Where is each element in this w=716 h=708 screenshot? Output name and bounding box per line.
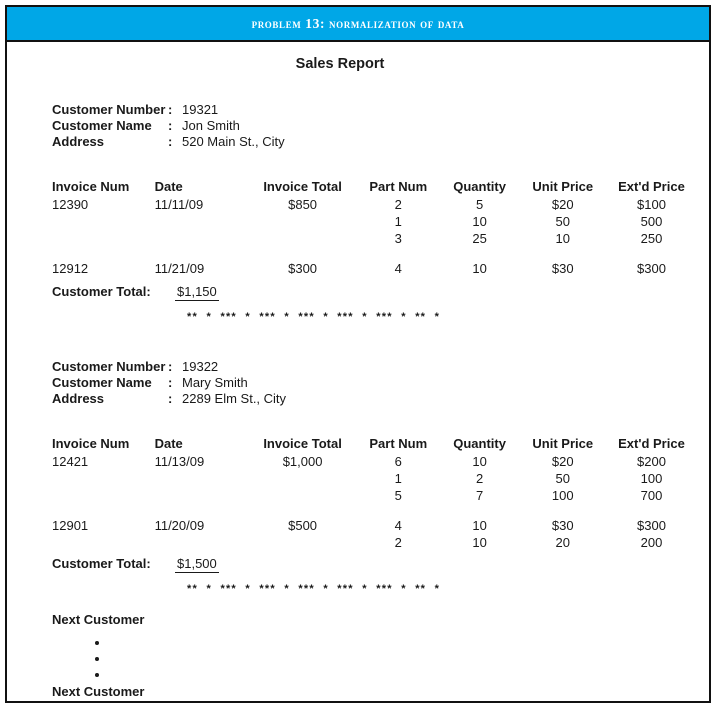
customer-total [52,556,219,571]
customer-name-row [52,118,285,134]
cell-unit-price: 20 [555,535,570,550]
header-quantity: Quantity [453,436,506,451]
customer-number-row [52,359,286,375]
table-row [52,470,697,487]
cell-ext-price: 100 [640,471,663,486]
customer-address-row [52,391,286,407]
invoice-table [52,436,697,551]
customer-number-label: Customer Number [52,102,166,117]
cell-invoice-total [248,470,357,487]
customer-number-value: 19321 [182,102,219,117]
cell-invoice-num [52,534,155,551]
table-row [52,260,697,277]
cell-date [155,213,249,230]
customer-address-label: Address [52,134,105,149]
cell-date [155,534,249,551]
cell-part-num: 2 [394,535,402,550]
cell-quantity: 10 [472,261,487,276]
cell-part-num: 1 [394,471,402,486]
cell-ext-price: $200 [637,454,666,469]
table-row [52,213,697,230]
table-row [52,453,697,470]
cell-unit-price: 50 [555,214,570,229]
cell-invoice-total [248,213,357,230]
customer-number-colon: : [168,102,173,117]
cell-ext-price: 250 [640,231,663,246]
customer-total-value: $1,500 [177,556,217,571]
cell-invoice-num [52,470,155,487]
cell-quantity: 7 [475,488,484,503]
table-row [52,230,697,247]
section-divider: ** * *** * *** * *** * *** * *** * ** * [187,311,441,323]
cell-invoice-num [52,487,155,504]
customer-address-row [52,134,285,150]
cell-invoice-num: 12912 [52,261,89,276]
cell-invoice-total [248,487,357,504]
customer-total-label: Customer Total: [52,284,151,299]
cell-ext-price: $100 [637,197,666,212]
cell-quantity: 10 [472,454,487,469]
table-row [52,534,697,551]
table-row [52,487,697,504]
cell-unit-price: $30 [551,518,574,533]
cell-unit-price: $20 [551,197,574,212]
customer-total [52,284,219,299]
cell-unit-price: 10 [555,231,570,246]
bullet-dot [95,673,99,677]
customer-address-label: Address [52,391,105,406]
cell-invoice-num: 12390 [52,197,89,212]
customer-number-row [52,102,285,118]
cell-date: 11/20/09 [154,518,205,533]
report-title: Sales Report [295,56,385,72]
customer-name-colon: : [168,118,173,133]
cell-invoice-total: $300 [288,261,318,276]
header-ext-price: Ext'd Price [618,436,685,451]
customer-name-value: Mary Smith [182,375,248,390]
cell-invoice-total: $1,000 [282,454,323,469]
cell-date: 11/11/09 [154,197,204,212]
problem-banner [5,5,711,42]
cell-quantity: 25 [472,231,487,246]
customer-name-label: Customer Name [52,118,152,133]
customer-name-row [52,375,286,391]
cell-ext-price: $300 [637,518,666,533]
cell-part-num: 2 [394,197,402,212]
cell-ext-price: 500 [640,214,663,229]
customer-name-colon: : [168,375,173,390]
table-header-row [52,179,697,196]
cell-quantity: 2 [475,471,484,486]
header-unit-price: Unit Price [532,179,594,194]
cell-invoice-total [248,534,357,551]
customer-address-colon: : [168,391,173,406]
customer-number-value: 19322 [182,359,219,374]
cell-ext-price: 700 [640,488,663,503]
customer-address-value: 520 Main St., City [182,134,285,149]
table-spacer-row [52,247,697,260]
customer-info-block [52,359,286,407]
table-row [52,196,697,213]
header-date: Date [154,436,183,451]
cell-invoice-total: $500 [288,518,318,533]
table-row [52,517,697,534]
cell-invoice-total [248,230,357,247]
header-invoice-num: Invoice Num [52,436,130,451]
cell-date [155,487,249,504]
cell-part-num: 4 [394,261,402,276]
cell-part-num: 6 [394,454,402,469]
invoice-table [52,179,697,277]
header-part-num: Part Num [369,179,428,194]
cell-unit-price: $30 [551,261,574,276]
header-invoice-total: Invoice Total [263,436,342,451]
header-invoice-num: Invoice Num [52,179,130,194]
continuation-dots [95,641,115,689]
cell-part-num: 5 [394,488,402,503]
next-customer-label-bottom: Next Customer [52,684,145,699]
customer-total-label: Customer Total: [52,556,151,571]
next-customer-label-top: Next Customer [52,612,145,627]
report-sheet [7,44,709,701]
table-header-row [52,436,697,453]
cell-date: 11/13/09 [154,454,205,469]
header-date: Date [154,179,183,194]
section-divider: ** * *** * *** * *** * *** * *** * ** * [187,583,441,595]
cell-date [155,230,249,247]
header-part-num: Part Num [369,436,428,451]
header-unit-price: Unit Price [532,436,594,451]
problem-banner-title: problem 13: normalization of data [251,15,465,31]
header-quantity: Quantity [453,179,506,194]
cell-part-num: 1 [394,214,402,229]
cell-invoice-total: $850 [288,197,318,212]
customer-address-value: 2289 Elm St., City [182,391,287,406]
cell-unit-price: 100 [551,488,574,503]
cell-unit-price: $20 [551,454,574,469]
customer-total-value: $1,150 [177,284,217,299]
customer-number-label: Customer Number [52,359,166,374]
cell-invoice-num: 12421 [52,454,89,469]
header-ext-price: Ext'd Price [618,179,685,194]
cell-ext-price: 200 [640,535,663,550]
header-invoice-total: Invoice Total [263,179,342,194]
customer-address-colon: : [168,134,173,149]
cell-date [155,470,249,487]
table-spacer-row [52,504,697,517]
cell-invoice-num [52,230,155,247]
cell-part-num: 3 [394,231,402,246]
cell-part-num: 4 [394,518,402,533]
customer-name-label: Customer Name [52,375,152,390]
cell-invoice-num [52,213,155,230]
customer-info-block [52,102,285,150]
cell-date: 11/21/09 [154,261,205,276]
bullet-dot [95,641,99,645]
cell-quantity: 5 [475,197,484,212]
cell-invoice-num: 12901 [52,518,89,533]
cell-quantity: 10 [472,518,487,533]
cell-unit-price: 50 [555,471,570,486]
customer-name-value: Jon Smith [182,118,240,133]
cell-quantity: 10 [472,535,487,550]
bullet-dot [95,657,99,661]
customer-number-colon: : [168,359,173,374]
cell-ext-price: $300 [637,261,666,276]
cell-quantity: 10 [472,214,487,229]
